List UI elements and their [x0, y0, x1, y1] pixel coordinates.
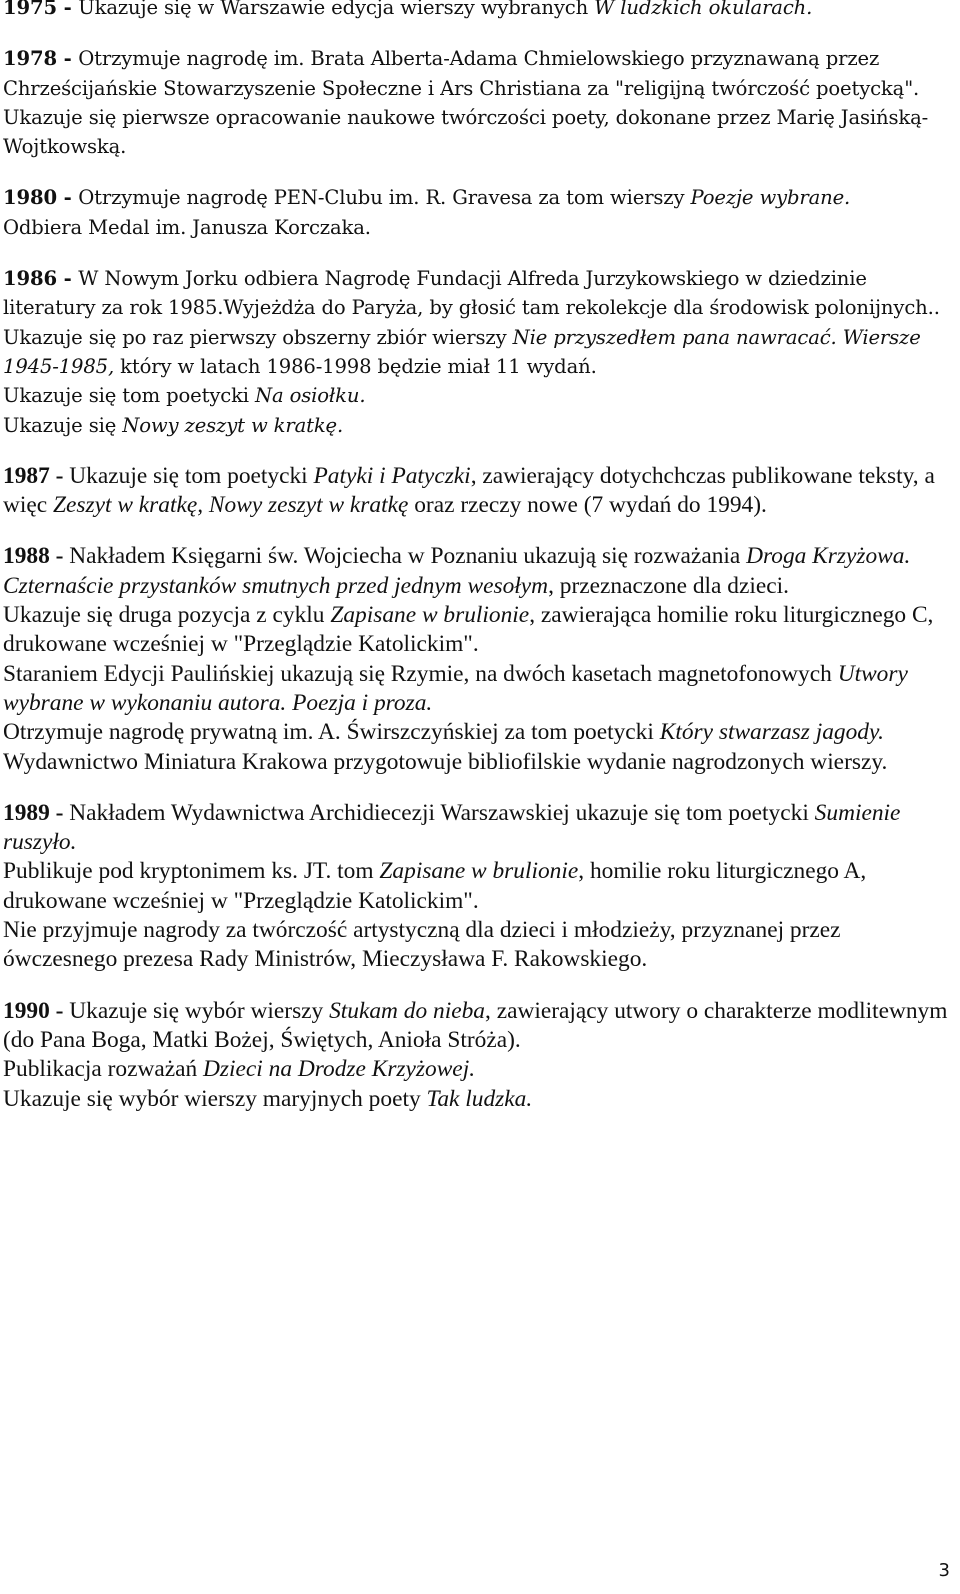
- title-run: Sumienie ruszyło.: [3, 799, 901, 856]
- title-run: Dzieci na Drodze Krzyżowej.: [203, 1056, 476, 1083]
- text-run: , homilie roku liturgicznego A, drukowane wcześniej w "Przeglądzie Katolickim".: [3, 858, 867, 914]
- entry-1989-para-0: [3, 799, 953, 858]
- year-separator: -: [49, 543, 70, 570]
- year-separator: -: [56, 267, 79, 291]
- title-run: Utwory wybrane w wykonaniu autora. Poezja i proza.: [3, 660, 908, 716]
- text-run: Ukazuje się pierwsze opracowanie naukowe twórczości poety, dokonane przez Marię Jasińską-Wojtkowską.: [3, 105, 929, 159]
- title-run: Nie przyszedłem pana nawracać. Wiersze 1945-1985,: [3, 325, 921, 378]
- title-run: W ludzkich okularach.: [594, 0, 813, 19]
- title-run: Który stwarzasz jagody.: [659, 719, 884, 746]
- text-run: oraz rzeczy nowe (7 wydań do 1994).: [408, 492, 767, 519]
- entry-1978-para-1: [3, 103, 953, 162]
- entry-1989-para-1: [3, 857, 953, 916]
- text-run: Ukazuje się w Warszawie edycja wierszy wybranych: [78, 0, 595, 19]
- entry-1988-para-2: [3, 660, 953, 719]
- title-run: Patyki i Patyczki: [313, 462, 471, 489]
- text-run: Nie przyjmuje nagrody za twórczość artystyczną dla dzieci i młodzieży, przyznanej przez ówczesnego prezesa Rady Ministrów, Mieczysława F. Rakowskiego.: [3, 917, 841, 973]
- page-number: 3: [938, 1560, 950, 1581]
- year-separator: -: [56, 47, 79, 71]
- year-separator: -: [49, 997, 70, 1024]
- entry-1975: [3, 0, 953, 22]
- text-run: W Nowym Jorku odbiera Nagrodę Fundacji Alfreda Jurzykowskiego w dziedzinie literatury za rok 1985.Wyjeżdża do Paryża, by głosić tam rekolekcje dla środowisk polonijnych..: [3, 267, 940, 320]
- text-run: Nakładem Księgarni św. Wojciecha w Poznaniu ukazują się rozważania: [69, 543, 747, 570]
- text-run: Otrzymuje nagrodę prywatną im. A. Świrszczyńskiej za tom poetycki: [3, 719, 660, 746]
- entry-1986-para-0: [3, 264, 953, 323]
- entry-1975-para-0: [3, 0, 953, 22]
- text-run: Otrzymuje nagrodę im. Brata Alberta-Adama Chmielowskiego przyznawaną przez Chrześcijańskie Stowarzyszenie Społeczne i Ars Christiana za "religijną twórczość poetycką".: [3, 47, 920, 100]
- document-page: [3, 0, 953, 1136]
- text-run: Otrzymuje nagrodę PEN-Clubu im. R. Gravesa za tom wierszy: [78, 186, 691, 210]
- entry-1990: [3, 997, 953, 1114]
- text-run: , zawierający dotychchczas publikowane teksty, a więc: [3, 462, 935, 519]
- entry-1980: [3, 183, 953, 242]
- entry-1988-para-1: [3, 601, 953, 660]
- entry-1988-para-0: [3, 542, 953, 601]
- entry-1986: [3, 264, 953, 440]
- text-run: Ukazuje się wybór wierszy: [69, 997, 330, 1024]
- text-run: Ukazuje się wybór wierszy maryjnych poety: [3, 1085, 427, 1112]
- entry-1990-para-0: [3, 997, 953, 1056]
- text-run: , zawierająca homilie roku liturgicznego C, drukowane wcześniej w "Przeglądzie Katolickim".: [3, 602, 934, 658]
- entry-1978: [3, 44, 953, 161]
- text-run: Wydawnictwo Miniatura Krakowa przygotowuje bibliofilskie wydanie nagrodzonych wierszy.: [3, 748, 888, 775]
- year-label: 1986: [3, 267, 57, 291]
- year-label: 1988: [3, 543, 50, 570]
- text-run: Ukazuje się po raz pierwszy obszerny zbiór wierszy: [3, 325, 513, 349]
- entry-1990-para-1: [3, 1055, 953, 1084]
- year-label: 1975: [3, 0, 57, 19]
- entry-1988: [3, 542, 953, 776]
- text-run: Ukazuje się: [3, 413, 123, 437]
- text-run: Ukazuje się tom poetycki: [3, 384, 256, 408]
- title-run: Droga Krzyżowa. Czternaście przystanków smutnych przed jednym wesołym: [3, 543, 911, 599]
- entry-1988-para-3: [3, 718, 953, 777]
- title-run: Zeszyt w kratkę, Nowy zeszyt w kratkę: [53, 492, 409, 519]
- entry-1989-para-2: [3, 916, 953, 975]
- text-run: który w latach 1986-1998 będzie miał 11 wydań.: [114, 354, 597, 378]
- year-label: 1978: [3, 47, 57, 71]
- year-label: 1980: [3, 186, 57, 210]
- entry-1980-para-1: [3, 213, 953, 242]
- title-run: Na osiołku.: [255, 384, 366, 408]
- text-run: , przeznaczone dla dzieci.: [548, 572, 789, 599]
- year-label: 1987: [3, 462, 50, 489]
- title-run: Zapisane w brulionie: [379, 858, 579, 885]
- entry-1986-para-2: [3, 381, 953, 410]
- text-run: Ukazuje się druga pozycja z cyklu: [3, 602, 331, 629]
- text-run: , zawierający utwory o charakterze modlitewnym (do Pana Boga, Matki Bożej, Świętych, Anioła Stróża).: [3, 997, 948, 1053]
- entry-1987: [3, 462, 953, 521]
- text-run: Publikuje pod kryptonimem ks. JT. tom: [3, 858, 380, 885]
- entry-1986-para-3: [3, 411, 953, 440]
- text-run: Publikacja rozważań: [3, 1056, 204, 1083]
- entry-1978-para-0: [3, 44, 953, 103]
- year-separator: -: [56, 186, 79, 210]
- title-run: Zapisane w brulionie: [330, 602, 530, 629]
- title-run: Nowy zeszyt w kratkę.: [122, 413, 344, 437]
- entry-1986-para-1: [3, 323, 953, 382]
- title-run: Stukam do nieba: [329, 997, 486, 1024]
- text-run: Nakładem Wydawnictwa Archidiecezji Warszawskiej ukazuje się tom poetycki: [69, 799, 815, 826]
- year-label: 1989: [3, 799, 50, 826]
- title-run: Poezje wybrane.: [690, 186, 851, 210]
- year-separator: -: [49, 462, 70, 489]
- year-separator: -: [49, 799, 70, 826]
- entry-1989: [3, 799, 953, 975]
- title-run: Tak ludzka.: [426, 1085, 533, 1112]
- entry-1990-para-2: [3, 1085, 953, 1114]
- year-label: 1990: [3, 997, 50, 1024]
- entry-1980-para-0: [3, 183, 953, 212]
- text-run: Ukazuje się tom poetycki: [69, 462, 314, 489]
- text-run: Staraniem Edycji Paulińskiej ukazują się Rzymie, na dwóch kasetach magnetofonowych: [3, 660, 838, 687]
- year-separator: -: [56, 0, 79, 19]
- entry-1987-para-0: [3, 462, 953, 521]
- text-run: Odbiera Medal im. Janusza Korczaka.: [3, 215, 371, 239]
